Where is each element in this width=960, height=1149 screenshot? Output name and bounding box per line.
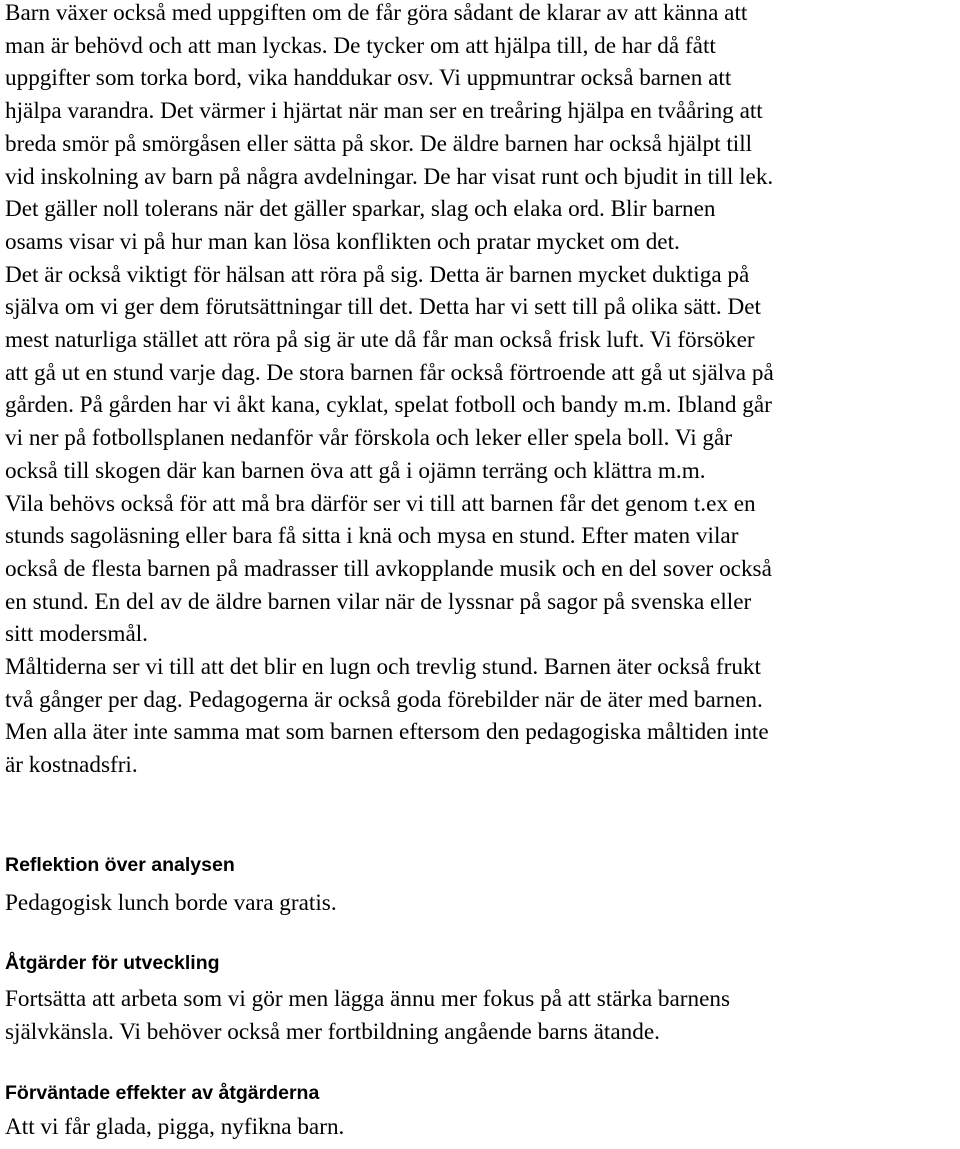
paragraph-line: att gå ut en stund varje dag. De stora barnen får också förtroende att gå ut själva på [5, 359, 774, 386]
paragraph-line: breda smör på smörgåsen eller sätta på skor. De äldre barnen har också hjälpt till [5, 130, 753, 157]
reflection-heading: Reflektion över analysen [5, 854, 235, 876]
paragraph-line: osams visar vi på hur man kan lösa konflikten och pratar mycket om det. [5, 228, 680, 255]
paragraph-line: Måltiderna ser vi till att det blir en lugn och trevlig stund. Barnen äter också frukt [5, 654, 761, 681]
expected-effects-heading: Förväntade effekter av åtgärderna [5, 1082, 320, 1104]
paragraph-line: Men alla äter inte samma mat som barnen eftersom den pedagogiska måltiden inte [5, 719, 769, 746]
reflection-line: Pedagogisk lunch borde vara gratis. [5, 890, 337, 916]
paragraph-line: gården. På gården har vi åkt kana, cyklat, spelat fotboll och bandy m.m. Ibland går [5, 392, 772, 419]
paragraph-line: Det är också viktigt för hälsan att röra på sig. Detta är barnen mycket duktiga på [5, 261, 750, 288]
reflection-text [5, 887, 957, 920]
paragraph-line: man är behövd och att man lyckas. De tycker om att hjälpa till, de har då fått [5, 32, 716, 59]
paragraph-line: stunds sagoläsning eller bara få sitta i knä och mysa en stund. Efter maten vilar [5, 523, 739, 550]
main-paragraph [5, 0, 957, 782]
paragraph-line: en stund. En del av de äldre barnen vilar när de lyssnar på sagor på svenska eller [5, 588, 752, 615]
paragraph-line: själva om vi ger dem förutsättningar till det. Detta har vi sett till på olika sätt. Det [5, 294, 761, 321]
reflection-section [5, 853, 957, 920]
paragraph-line: Vila behövs också för att må bra därför ser vi till att barnen får det genom t.ex en [5, 490, 756, 517]
paragraph-line: också de flesta barnen på madrasser till avkopplande musik och en del sover också [5, 555, 772, 582]
expected-effects-text [5, 1111, 957, 1144]
actions-line: Fortsätta att arbeta som vi gör men lägga ännu mer fokus på att stärka barnens [5, 986, 731, 1012]
paragraph-line: två gånger per dag. Pedagogerna är också goda förebilder när de äter med barnen. [5, 686, 763, 713]
paragraph-line: vid inskolning av barn på några avdelningar. De har visat runt och bjudit in till lek. [5, 163, 774, 190]
paragraph-line: mest naturliga stället att röra på sig är ute då får man också frisk luft. Vi försöker [5, 327, 755, 354]
paragraph-line: är kostnadsfri. [5, 752, 138, 779]
actions-text [5, 983, 957, 1048]
expected-effects-section [5, 1081, 957, 1144]
actions-line: självkänsla. Vi behöver också mer fortbildning angående barns ätande. [5, 1018, 660, 1045]
paragraph-line: hjälpa varandra. Det värmer i hjärtat när man ser en treåring hjälpa en tvååring att [5, 98, 763, 125]
paragraph-line: sitt modersmål. [5, 621, 148, 648]
actions-heading: Åtgärder för utveckling [5, 952, 220, 974]
paragraph-line: Barn växer också med uppgiften om de får göra sådant de klarar av att känna att [5, 0, 748, 26]
expected-effects-line: Att vi får glada, pigga, nyfikna barn. [5, 1114, 345, 1140]
actions-section [5, 951, 957, 1048]
paragraph-line: uppgifter som torka bord, vika handdukar osv. Vi uppmuntrar också barnen att [5, 65, 732, 92]
paragraph-line: Det gäller noll tolerans när det gäller sparkar, slag och elaka ord. Blir barnen [5, 196, 716, 223]
paragraph-line: vi ner på fotbollsplanen nedanför vår förskola och leker eller spela boll. Vi går [5, 425, 733, 452]
paragraph-line: också till skogen där kan barnen öva att gå i ojämn terräng och klättra m.m. [5, 457, 706, 484]
